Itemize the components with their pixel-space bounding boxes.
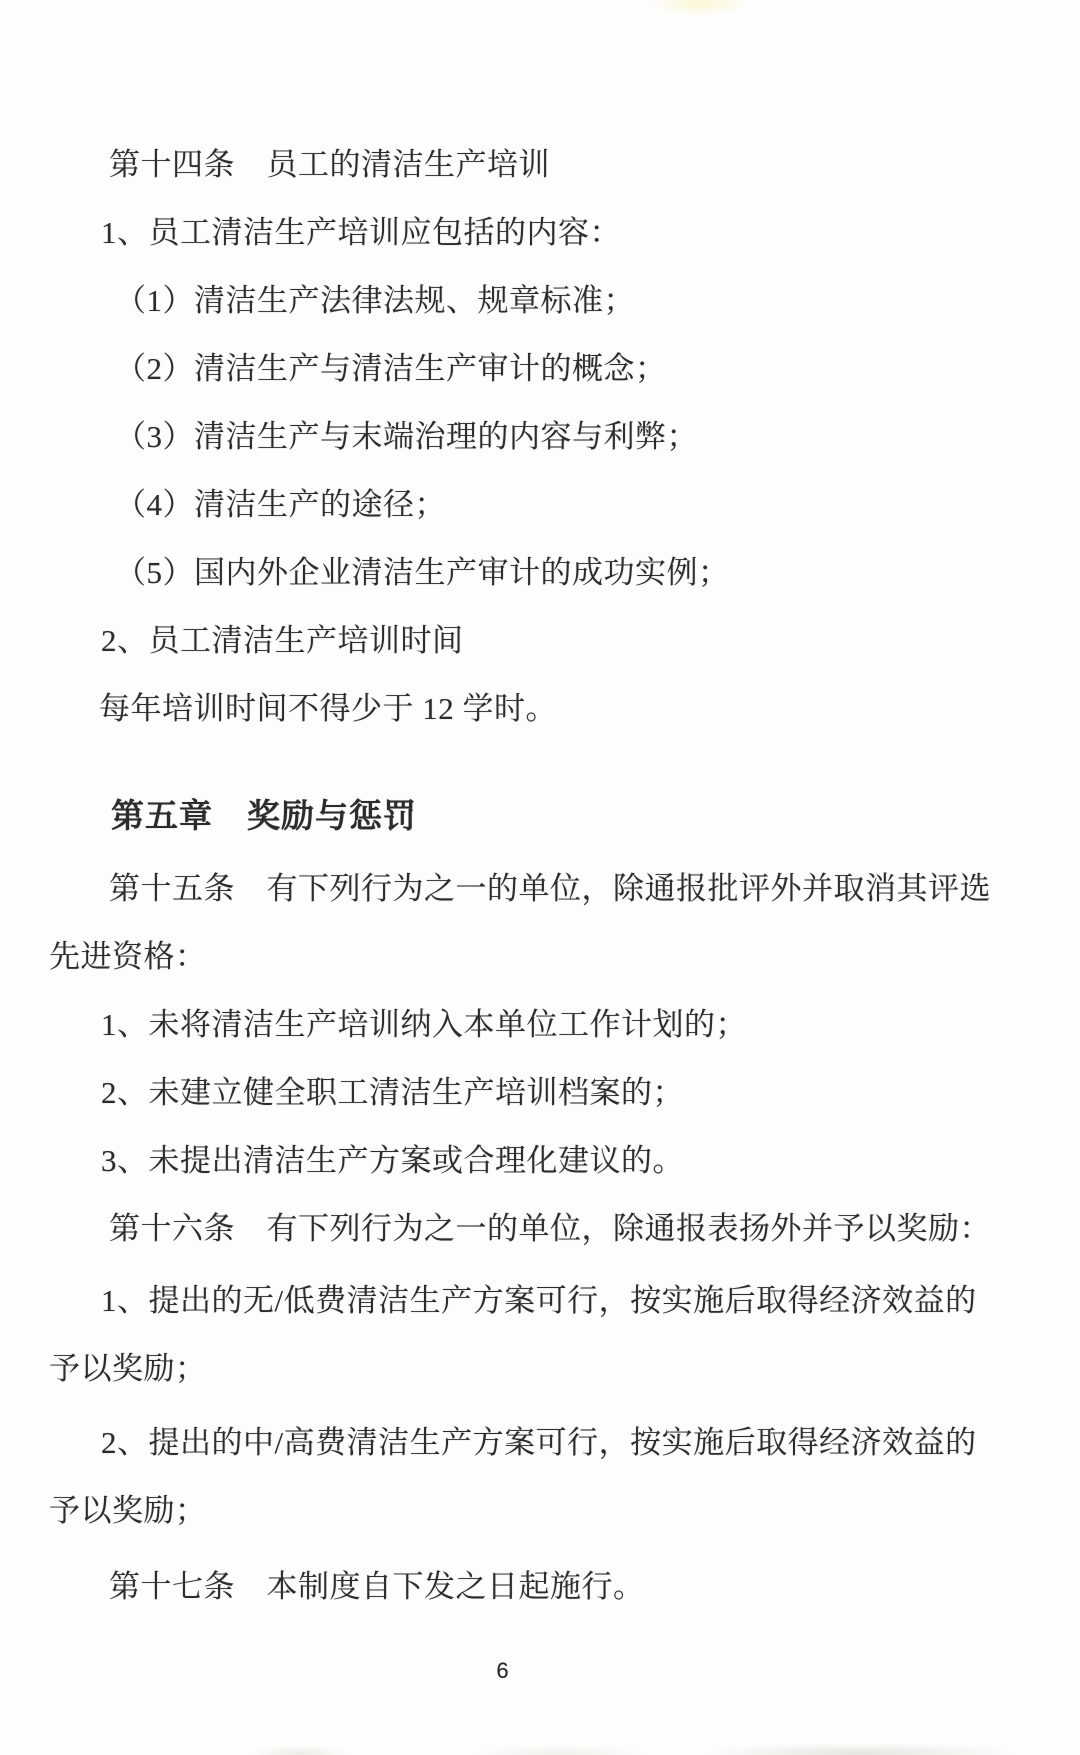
continuation-line: 予以奖励； — [49, 1351, 207, 1386]
sub-item-line: （4）清洁生产的途径； — [115, 487, 446, 522]
list-item-line: 1、员工清洁生产培训应包括的内容： — [101, 215, 621, 250]
list-item-line: 2、员工清洁生产培训时间 — [101, 623, 464, 658]
continuation-line: 先进资格： — [49, 939, 207, 974]
article-heading-line: 第十六条 有下列行为之一的单位，除通报表扬外并予以奖励： — [109, 1211, 991, 1246]
article-heading-line: 第十五条 有下列行为之一的单位，除通报批评外并取消其评选 — [109, 871, 991, 906]
chapter-heading: 第五章 奖励与惩罚 — [111, 799, 417, 835]
sub-item-line: （2）清洁生产与清洁生产审计的概念； — [115, 351, 667, 386]
continuation-line: 予以奖励； — [49, 1493, 207, 1528]
sub-item-line: （5）国内外企业清洁生产审计的成功实例； — [115, 555, 730, 590]
article-heading-line: 第十四条 员工的清洁生产培训 — [109, 147, 550, 182]
list-item-line: 2、未建立健全职工清洁生产培训档案的； — [101, 1075, 684, 1110]
list-item-line: 2、提出的中/高费清洁生产方案可行，按实施后取得经济效益的 — [101, 1425, 977, 1460]
body-text-line: 每年培训时间不得少于 12 学时。 — [99, 691, 557, 726]
document-body — [45, 131, 1020, 1621]
list-item-line: 1、未将清洁生产培训纳入本单位工作计划的； — [101, 1007, 747, 1042]
page-number: 6 — [496, 1658, 509, 1683]
article-heading-line: 第十七条 本制度自下发之日起施行。 — [109, 1569, 645, 1604]
sub-item-line: （3）清洁生产与末端治理的内容与利弊； — [115, 419, 698, 454]
sub-item-line: （1）清洁生产法律法规、规章标准； — [115, 283, 635, 318]
list-item-line: 1、提出的无/低费清洁生产方案可行，按实施后取得经济效益的 — [101, 1283, 977, 1318]
list-item-line: 3、未提出清洁生产方案或合理化建议的。 — [101, 1143, 684, 1178]
